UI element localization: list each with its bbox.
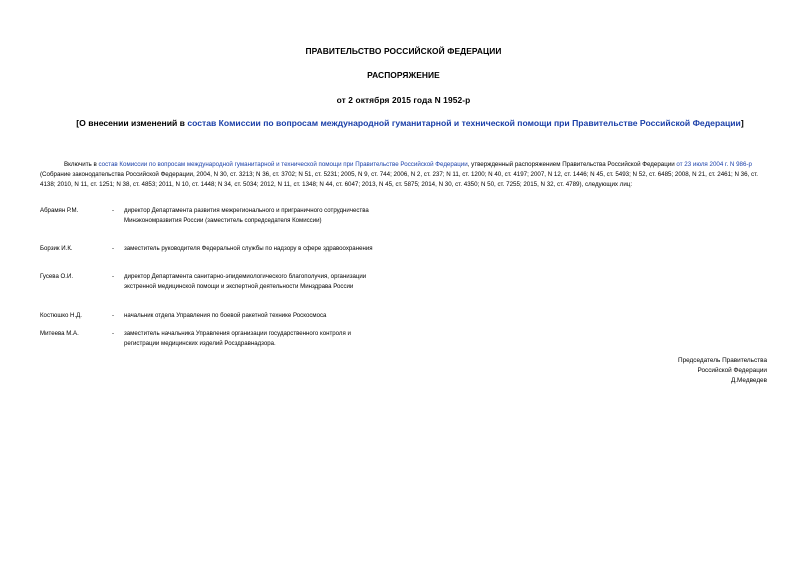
member-position: заместитель руководителя Федеральной службы по надзору в сфере здравоохранения [124,245,373,252]
member-name: Митеева М.А. [40,330,79,337]
document-type-heading: РАСПОРЯЖЕНИЕ [367,70,440,80]
member-row [40,244,760,272]
document-date-number: от 2 октября 2015 года N 1952-р [336,95,471,105]
member-name: Гусева О.И. [40,273,74,280]
member-dash: - [112,330,115,337]
member-position: начальник отдела Управления по боевой ракетной технике Роскосмоса [124,312,327,319]
signature-title: Председатель Правительства [678,357,767,364]
intro-middle: , утвержденный распоряжением Правительства Российской Федерации [467,161,677,168]
member-dash: - [112,273,115,280]
title-suffix: ] [740,118,744,128]
member-row [40,272,760,311]
members-list [40,206,760,353]
member-position: заместитель начальника Управления организации государственного контроля и регистрации медицинских изделий Росздравнадзора. [124,330,351,347]
member-dash: - [112,245,115,252]
member-row [40,206,760,244]
intro-commission-link[interactable]: состав Комиссии по вопросам международной гуманитарной и технической помощи при Правительстве Российской Федерации [98,161,468,168]
signature-name: Д.Медведев [730,377,767,384]
member-row [40,311,760,329]
signature-block [567,356,767,386]
member-position: директор Департамента развития межрегионального и приграничного сотрудничества Минэкономразвития России (заместитель сопредседателя Комиссии) [124,207,369,224]
intro-paragraph [40,160,768,190]
member-row [40,329,760,353]
title-commission-link[interactable]: состав Комиссии по вопросам международной гуманитарной и технической помощи при Правительстве Российской Федерации [187,118,741,128]
intro-order-link[interactable]: от 23 июля 2004 г. N 986-р [676,161,752,168]
intro-prefix: Включить в [64,161,99,168]
member-dash: - [112,312,115,319]
document-title [40,118,780,128]
intro-suffix: (Собрание законодательства Российской Федерации, 2004, N 30, ст. 3213; N 36, ст. 3702; N 51, ст. 5231; 2005, N 9, ст. 744; 2006, N 2, ст. 237; N 11, ст. 1200; N 40, ст. 4197; 2007, N 12, ст. 1446; N 45, ст. 5493; N 52, ст. 6485; 2008, N 21, ст. 2461; N 36, ст. 4138; 2010, N 11, ст. 1251; N 38, ст. 4853; 2011, N 10, ст. 1448; N 34, ст. 5034; 2012, N 11, ст. 1348; N 44, ст. 6047; 2013, N 45, ст. 5875; 2014, N 30, ст. 4350; N 50, ст. 7255; 2015, N 32, ст. 4789), следующих лиц: [40,171,758,188]
member-name: Абрамян Р.М. [40,207,79,214]
member-dash: - [112,207,115,214]
member-name: Костюшко Н.Д. [40,312,82,319]
member-name: Борзик И.К. [40,245,73,252]
government-heading: ПРАВИТЕЛЬСТВО РОССИЙСКОЙ ФЕДЕРАЦИИ [305,46,502,56]
member-position: директор Департамента санитарно-эпидемиологического благополучия, организации экстренной медицинской помощи и экспертной деятельности Минздрава России [124,273,367,290]
title-prefix: [О внесении изменений в [76,118,188,128]
signature-country: Российской Федерации [697,367,767,374]
